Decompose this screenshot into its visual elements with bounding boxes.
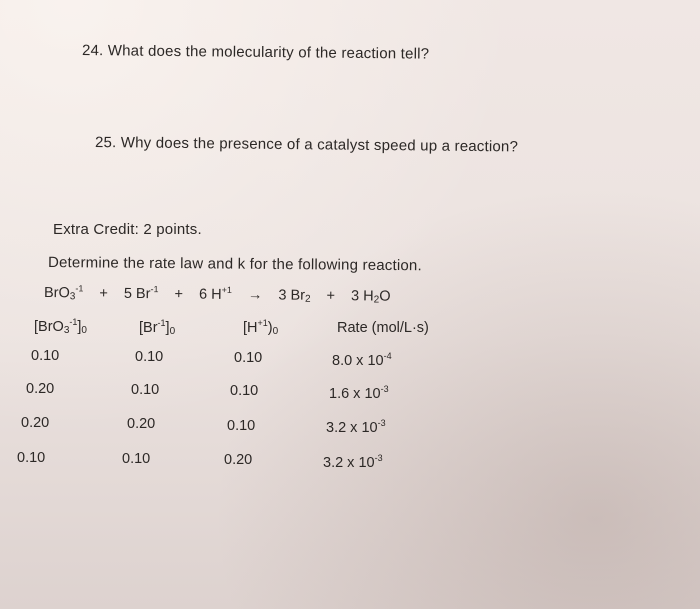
plus-sign: + xyxy=(174,286,184,303)
cell-bro3-row2: 0.20 xyxy=(26,381,55,397)
cell-h-row2: 0.10 xyxy=(230,383,259,399)
cell-h-row3: 0.10 xyxy=(227,418,256,434)
reactant-bromide: 5 $Br^{-1}$ xyxy=(123,284,159,303)
question-25: 25. Why does the presence of a catalyst speed up a reaction? xyxy=(94,134,519,156)
reaction-arrow-icon: → xyxy=(247,287,263,304)
cell-rate-row2: 1.6 x $10^{-3}$ xyxy=(329,384,389,402)
cell-h-row4: 0.20 xyxy=(224,452,253,468)
product-bromine: 3 $Br_2$ xyxy=(278,287,311,305)
cell-bro3-row3: 0.20 xyxy=(21,415,50,431)
extra-credit-label: Extra Credit: 2 points. xyxy=(53,221,202,238)
plus-sign: + xyxy=(326,287,336,305)
instruction-text: Determine the rate law and k for the following reaction. xyxy=(47,254,422,275)
header-h-concentration: $[H^{+1})_0$ xyxy=(243,318,279,337)
header-rate: Rate (mol/L·s) xyxy=(337,320,429,336)
cell-bro3-row1: 0.10 xyxy=(31,348,60,364)
cell-rate-row3: 3.2 x $10^{-3}$ xyxy=(326,418,386,436)
cell-h-row1: 0.10 xyxy=(234,350,263,366)
cell-br-row1: 0.10 xyxy=(135,349,164,365)
reactant-hydrogen: 6 $H^{+1}$ xyxy=(198,284,232,303)
question-24: 24. What does the molecularity of the reaction tell? xyxy=(81,42,430,63)
plus-sign: + xyxy=(99,285,108,302)
header-br-concentration: $[Br^{-1}]_0$ xyxy=(139,318,176,337)
cell-br-row4: 0.10 xyxy=(122,451,151,467)
cell-br-row3: 0.20 xyxy=(127,416,156,432)
header-bro3-concentration: $[BrO_3^{-1}]_0$ xyxy=(34,317,87,336)
cell-rate-row4: 3.2 x $10^{-3}$ xyxy=(323,453,383,471)
cell-br-row2: 0.10 xyxy=(131,382,160,398)
cell-bro3-row4: 0.10 xyxy=(17,450,46,466)
product-water: 3 $H_2O$ xyxy=(351,288,391,306)
reactant-bromate: BrO$_3^{-1}$ xyxy=(43,283,84,303)
reaction-equation xyxy=(44,283,403,306)
cell-rate-row1: 8.0 x $10^{-4}$ xyxy=(332,351,392,369)
